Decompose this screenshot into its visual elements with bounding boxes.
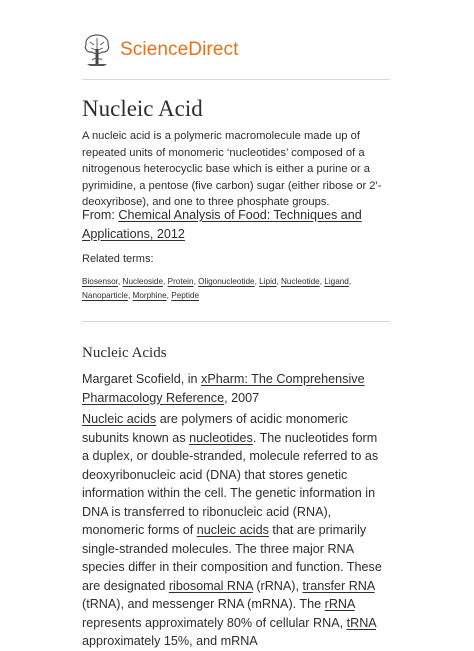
inline-term-link[interactable]: rRNA	[324, 597, 355, 611]
section-body	[82, 410, 382, 651]
body-text-segment: approximately 15%, and mRNA	[82, 634, 258, 648]
related-term-link[interactable]: Ligand	[324, 277, 349, 286]
from-label: From:	[82, 208, 119, 222]
page-title: Nucleic Acid	[82, 96, 203, 121]
inline-term-link[interactable]: nucleotides	[189, 430, 253, 445]
topic-summary: A nucleic acid is a polymeric macromolecule made up of repeated units of monomeric ‘nucleotides’ composed of a nitrogenous heterocyclic base which is either a purine or a pyrimidine, a pentose (five carbon) sugar (either ribose or 2′-deoxyribose), and one to three phosphate groups.	[82, 130, 382, 209]
body-text-segment: (tRNA), and messenger RNA (mRNA). The	[82, 597, 325, 611]
term-separator: ,	[348, 277, 352, 286]
body-text-segment: are polymers of acidic monomeric subunits known as	[82, 412, 348, 445]
from-source-link[interactable]: Chemical Analysis of Food: Techniques and Applications, 2012	[82, 208, 362, 241]
related-term-link[interactable]: Nucleotide	[281, 277, 320, 286]
related-term-link[interactable]: Oligonucleotide	[198, 277, 255, 286]
author-line	[82, 370, 382, 407]
section-divider	[82, 321, 390, 322]
source-link[interactable]: xPharm: The Comprehensive Pharmacology Reference	[82, 372, 365, 405]
term-separator: ,	[319, 277, 325, 286]
term-separator: ,	[254, 277, 260, 286]
header-divider	[82, 79, 390, 80]
related-term-link[interactable]: Nanoparticle	[82, 290, 128, 300]
from-line	[82, 206, 382, 243]
inline-term-link[interactable]: nucleic acids	[196, 523, 269, 537]
section-title: Nucleic Acids	[82, 345, 167, 361]
related-term-link[interactable]: Nucleoside	[122, 277, 164, 286]
source-year: , 2007	[224, 390, 260, 405]
related-terms-label: Related terms:	[82, 253, 154, 265]
header	[82, 28, 392, 72]
related-term-link[interactable]: Biosensor	[82, 277, 118, 286]
term-separator: ,	[127, 290, 133, 300]
body-text-segment: that are primarily single-stranded molecules. The three major RNA species differ in their composition and function. These are designated	[82, 523, 382, 593]
term-separator: ,	[163, 277, 168, 286]
in-label: , in	[180, 372, 202, 386]
body-text-segment: (rRNA),	[252, 578, 303, 593]
inline-term-link[interactable]: tRNA	[346, 615, 376, 630]
term-separator: ,	[193, 277, 199, 286]
related-term-link[interactable]: Lipid	[259, 277, 277, 286]
related-term-link[interactable]: Protein	[167, 277, 194, 286]
related-term-link[interactable]: Morphine	[132, 290, 167, 300]
inline-term-link[interactable]: Nucleic acids	[82, 412, 157, 426]
body-text-segment: . The nucleotides form a duplex, or double-stranded, molecule referred to as deoxyribonucleic acid (DNA) that stores genetic information within the cell. The genetic information in DNA is transferred to ribonucleic acid (RNA), monomeric forms of	[82, 430, 379, 537]
related-terms-list	[82, 275, 382, 302]
inline-term-link[interactable]: ribosomal RNA	[168, 578, 253, 593]
term-separator: ,	[276, 277, 282, 286]
body-text-segment: represents approximately 80% of cellular RNA,	[82, 615, 347, 630]
term-separator: ,	[166, 290, 172, 300]
related-term-link[interactable]: Peptide	[171, 290, 200, 300]
author-name: Margaret Scofield	[82, 372, 181, 386]
elsevier-tree-logo-icon[interactable]	[82, 31, 112, 69]
inline-term-link[interactable]: transfer RNA	[302, 578, 375, 593]
term-separator: ,	[117, 277, 123, 286]
brand-name[interactable]: ScienceDirect	[120, 39, 239, 60]
